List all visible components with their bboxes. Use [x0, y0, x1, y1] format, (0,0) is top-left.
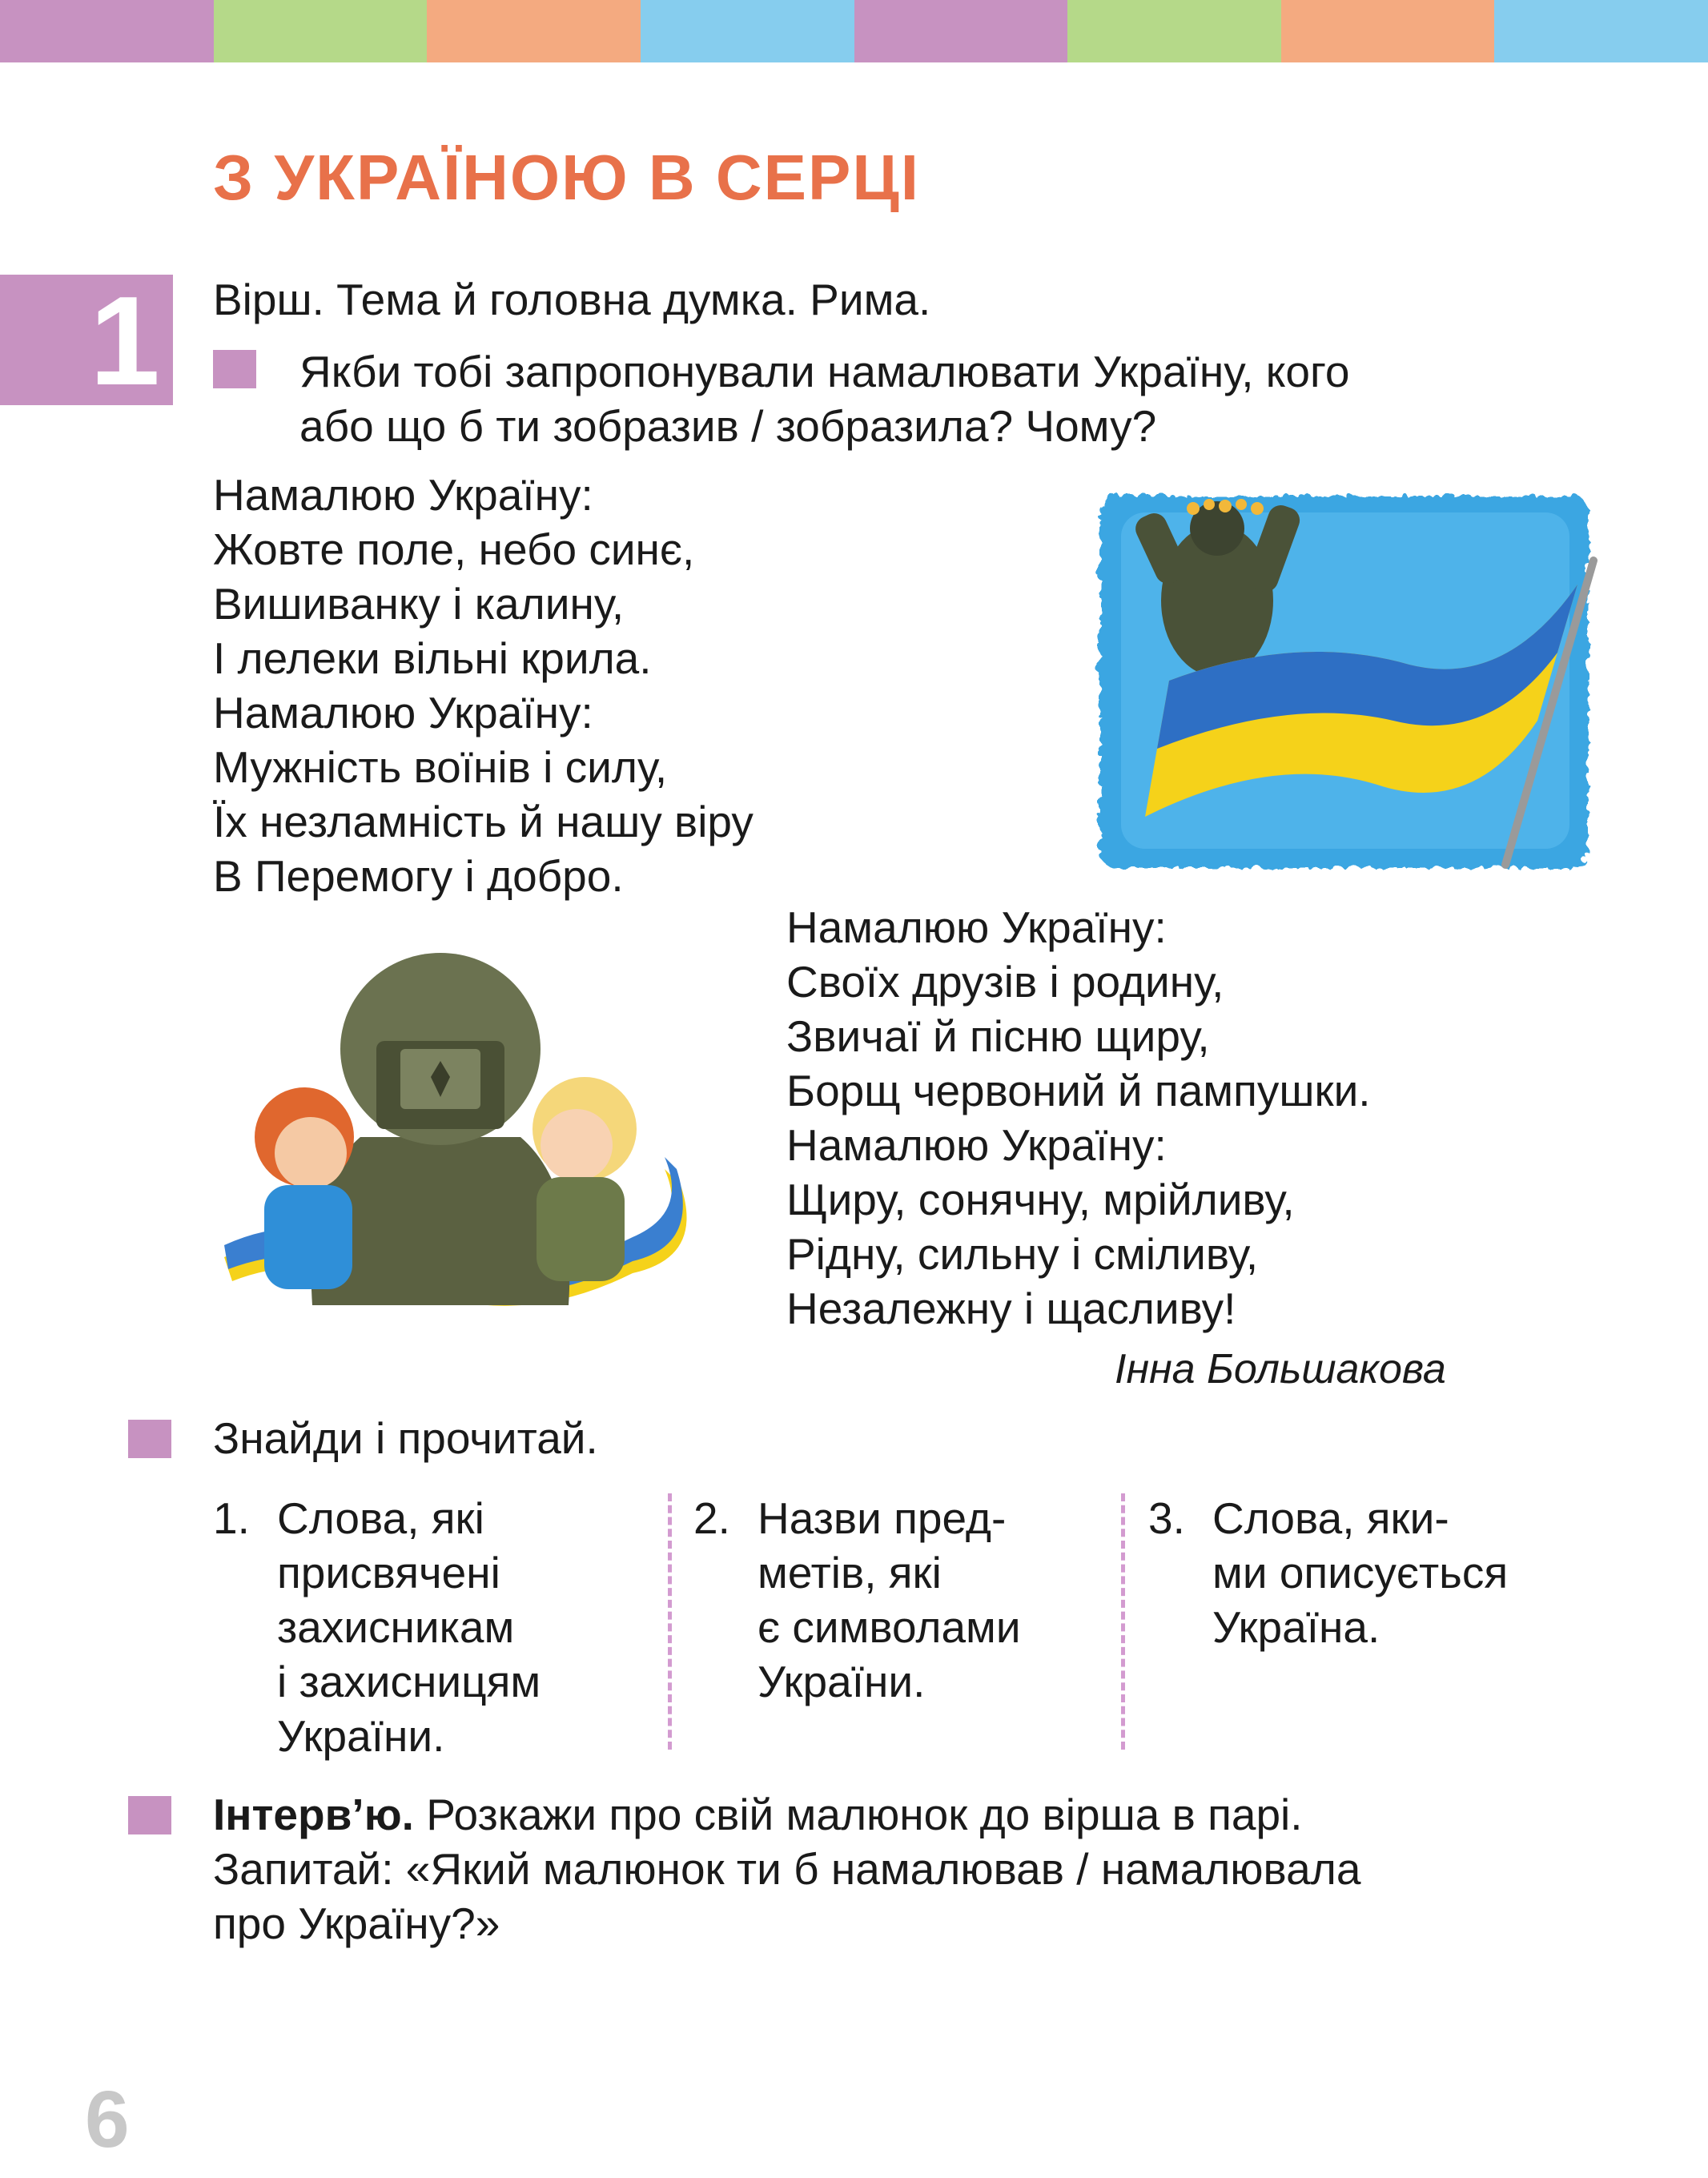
stripe	[0, 0, 214, 62]
find-task-heading: Знайди і прочитай.	[213, 1413, 598, 1463]
column-line: є символами	[758, 1602, 1021, 1652]
poem-line: Щиру, сонячну, мрійливу,	[786, 1175, 1295, 1224]
stripe	[214, 0, 428, 62]
interview-line: Запитай: «Який малюнок ти б намалював / намалювала	[213, 1844, 1361, 1894]
column-body	[277, 1491, 541, 1763]
find-task-column-3	[1148, 1491, 1597, 1683]
lesson-number-tab	[0, 271, 173, 412]
column-line: ми описується	[1212, 1548, 1509, 1597]
top-color-stripes	[0, 0, 1708, 62]
stripe	[641, 0, 854, 62]
interview-text: Розкажи про свій малюнок до вірша в парі.	[413, 1790, 1303, 1839]
poem-line: Жовте поле, небо синє,	[213, 524, 695, 574]
poem-line: В Перемогу і добро.	[213, 851, 624, 901]
find-task-column-1	[213, 1491, 645, 1771]
interview-line	[213, 1787, 1360, 1842]
column-divider	[1121, 1493, 1125, 1750]
children-hugging-soldier-illustration	[216, 929, 697, 1329]
poem-line: Звичаї й пісню щиру,	[786, 1011, 1210, 1061]
stripe	[1494, 0, 1708, 62]
lesson-number: 1	[90, 271, 160, 412]
soldier-with-flag-illustration	[1089, 480, 1602, 873]
interview-line: про Україну?»	[213, 1899, 500, 1948]
stripe	[854, 0, 1068, 62]
column-line: Слова, які	[277, 1493, 484, 1543]
column-body	[1212, 1491, 1508, 1654]
question-text	[299, 344, 1349, 453]
poem-line: Незалежну і щасливу!	[786, 1284, 1236, 1333]
column-number: 3.	[1148, 1493, 1185, 1543]
poem-line: І лелеки вільні крила.	[213, 633, 652, 683]
column-line: Слова, яки-	[1212, 1493, 1449, 1543]
column-number: 2.	[693, 1493, 730, 1543]
column-divider	[668, 1493, 672, 1750]
find-task-column-2	[693, 1491, 1094, 1731]
stripe	[1281, 0, 1495, 62]
poem-line: Намалюю Україну:	[786, 902, 1167, 952]
poem-stanza-1	[213, 468, 754, 903]
question-line: Якби тобі запропонували намалювати Україну, кого	[299, 347, 1350, 396]
page-title: З УКРАЇНОЮ В СЕРЦІ	[213, 142, 920, 213]
column-line: метів, які	[758, 1548, 942, 1597]
column-line: і захисницям	[277, 1657, 541, 1706]
poem-author: Інна Большакова	[1115, 1346, 1446, 1392]
poem-line: Своїх друзів і родину,	[786, 957, 1224, 1007]
column-line: України.	[277, 1711, 445, 1761]
column-number: 1.	[213, 1493, 250, 1543]
poem-line: Намалюю Україну:	[213, 688, 593, 737]
poem-line: Рідну, сильну і сміливу,	[786, 1229, 1259, 1279]
poem-line: Мужність воїнів і силу,	[213, 742, 668, 792]
column-line: присвячені	[277, 1548, 500, 1597]
column-line: Україна.	[1212, 1602, 1380, 1652]
task-bullet-square	[128, 1420, 171, 1458]
stripe	[1067, 0, 1281, 62]
stripe	[427, 0, 641, 62]
task-bullet-square	[128, 1796, 171, 1834]
interview-task	[213, 1787, 1360, 1951]
page-number: 6	[85, 2075, 130, 2164]
poem-stanza-2	[786, 900, 1371, 1336]
poem-line: Вишиванку і калину,	[213, 579, 625, 629]
column-line: України.	[758, 1657, 926, 1706]
column-line: Назви пред-	[758, 1493, 1007, 1543]
question-line: або що б ти зобразив / зобразила? Чому?	[299, 401, 1157, 451]
poem-line: Намалюю Україну:	[213, 470, 593, 520]
poem-line: Намалюю Україну:	[786, 1120, 1167, 1170]
poem-line: Їх незламність й нашу віру	[213, 797, 754, 846]
lesson-topic: Вірш. Тема й головна думка. Рима.	[213, 275, 931, 324]
poem-line: Борщ червоний й пампушки.	[786, 1066, 1371, 1115]
column-body	[758, 1491, 1021, 1709]
interview-label: Інтерв’ю.	[213, 1790, 414, 1839]
task-bullet-square	[213, 350, 256, 388]
column-line: захисникам	[277, 1602, 515, 1652]
